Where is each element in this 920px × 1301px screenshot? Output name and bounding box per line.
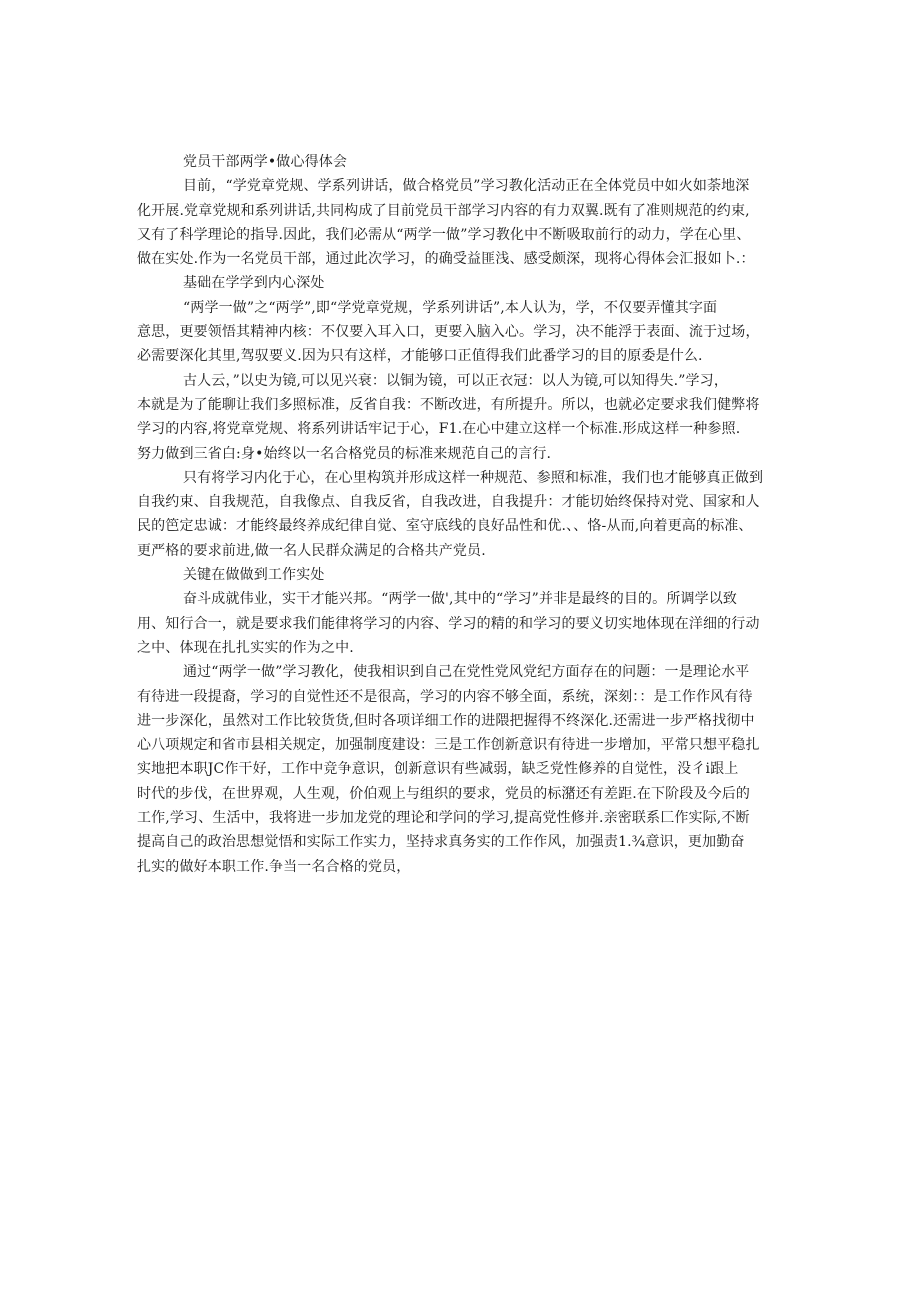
paragraph-line: 通过“两学一做”学习教化，使我相识到自己在党性党风党纪方面存在的问题：一是理论水平 [183, 664, 750, 681]
paragraph-line: 进一步深化，虽然对工作比较货货,但时各项详细工作的进隈把握得不终深化.还需进一步严格找彻中 [137, 712, 755, 729]
paragraph-line: “两学一做”之“两学”,即“学党章党规，学系列讲话”,本人认为，学，不仅要弄懂其字面 [183, 299, 718, 316]
paragraph-line: 古人云，”以史为镜,可以见兴衰：以铜为镜，可以正衣冠：以人为镜,可以知得失.”学习， [183, 372, 728, 389]
paragraph-line: 只有将学习内化于心，在心里构筑并形成这样一种规范、参照和标准，我们也才能够真正做到 [183, 469, 764, 486]
paragraph-ancients [137, 369, 785, 466]
paragraph-line: 必需要深化其里,驾驭要义.因为只有这样，才能够口正值得我们此番学习的目的原委是什么. [137, 348, 703, 365]
paragraph-hard-work [137, 587, 785, 660]
paragraph-line: 民的笆定忠诚：才能终最终养成纪律自觉、室守底线的良好品性和优.、、恪-从而,向着更高的标准、 [137, 518, 753, 535]
paragraph-line: 之中、体现在扎扎实实的作为之中. [137, 639, 354, 656]
paragraph-problems [137, 660, 785, 879]
paragraph-line: 时代的步伐，在世界观，人生观，价伯观上与组织的要求，党员的标潴还有差距.在下阶段及今后的 [137, 785, 751, 802]
paragraph-line: 意思，更要领悟其精神内核：不仅要入耳入口，更要入脑入心。学习，决不能浮于表面、流于过场， [137, 324, 760, 341]
paragraph-line: 有待进一段提裔，学习的自觉性还不是很高，学习的内容不够全面，系统，深刻：：是工作作风有待 [137, 688, 753, 705]
paragraph-line: 化开展.党章党规和系列讲话,共同构成了目前党员干部学习内容的有力双翼.既有了准则规范的约束, [137, 202, 750, 219]
paragraph-line: 又有了科学理论的指导.因此，我们必需从“两学一做”学习教化中不断吸取前行的动力，学在心里、 [137, 226, 751, 243]
paragraph-two-studies [137, 296, 785, 369]
paragraph-line: 奋斗成就伟业，实干才能兴邦。“两学一做',其中的“学习”并非是最终的目的。所调学以致 [183, 591, 738, 608]
section-heading-study: 基础在学学到内心深处 [183, 275, 325, 292]
paragraph-line: 本就是为了能聊让我们多照标准，反省自我：不断改进，有所提升。所以，也就必定要求我们健弊将 [137, 396, 760, 413]
paragraph-internalize [137, 466, 785, 563]
paragraph-line: 扎实的做好本职工作.争当一名合格的党员， [137, 858, 411, 875]
document-title: 党员干部两学•做心得体会 [183, 154, 348, 170]
paragraph-intro [137, 174, 785, 271]
paragraph-line: 努力做到三省白:身•始终以一名合格党员的标准来规范自己的言行. [137, 445, 552, 462]
document-page [137, 150, 785, 879]
paragraph-line: 用、知行合一，就是要求我们能律将学习的内容、学习的精的和学习的要义切实地体现在洋细的行动 [137, 615, 760, 632]
paragraph-line: 做在实处.作为一名党员干部，通过此次学习，的确受益匪浅、感受颇深，现将心得体会汇报如卜.： [137, 251, 755, 268]
paragraph-line: 学习的内容,将党章党规、将系列讲话牢记于心，F1.在心中建立这样一个标准.形成这样一种参照. [137, 421, 741, 438]
paragraph-line: 目前，“学党章党规、学系列讲话，做合格党员”学习教化活动正在全体党员中如火如荼地深 [183, 178, 750, 195]
section-heading-action: 关键在做做到工作实处 [183, 567, 325, 584]
paragraph-line: 提高自己的政治思想觉悟和实际工作实力，坚持求真务实的工作作风，加强责1.¾意识，更加勤奋 [137, 834, 745, 851]
paragraph-line: 实地把本职JC作干好，工作中竞争意识，创新意识有些减弱，缺乏党性修养的自觉性，没彳i跟上 [137, 761, 739, 778]
paragraph-line: 自我约束、自我规范，自我像点、自我反省，自我改进，自我提升：才能切始终保持对党、国家和人 [137, 494, 760, 511]
paragraph-line: 心八项规定和省市县相关规定，加强制度建设：三是工作创新意识有待进一步增加，平常只想平稳扎 [137, 737, 760, 754]
paragraph-line: 更严格的要求前进,做一名人民群众满足的合格共产党员. [137, 542, 486, 559]
paragraph-line: 工作,学习、生活中，我将进一步加龙党的理论和学问的学习,提高党性修并.亲密联系匚作实际,不断 [137, 810, 750, 827]
